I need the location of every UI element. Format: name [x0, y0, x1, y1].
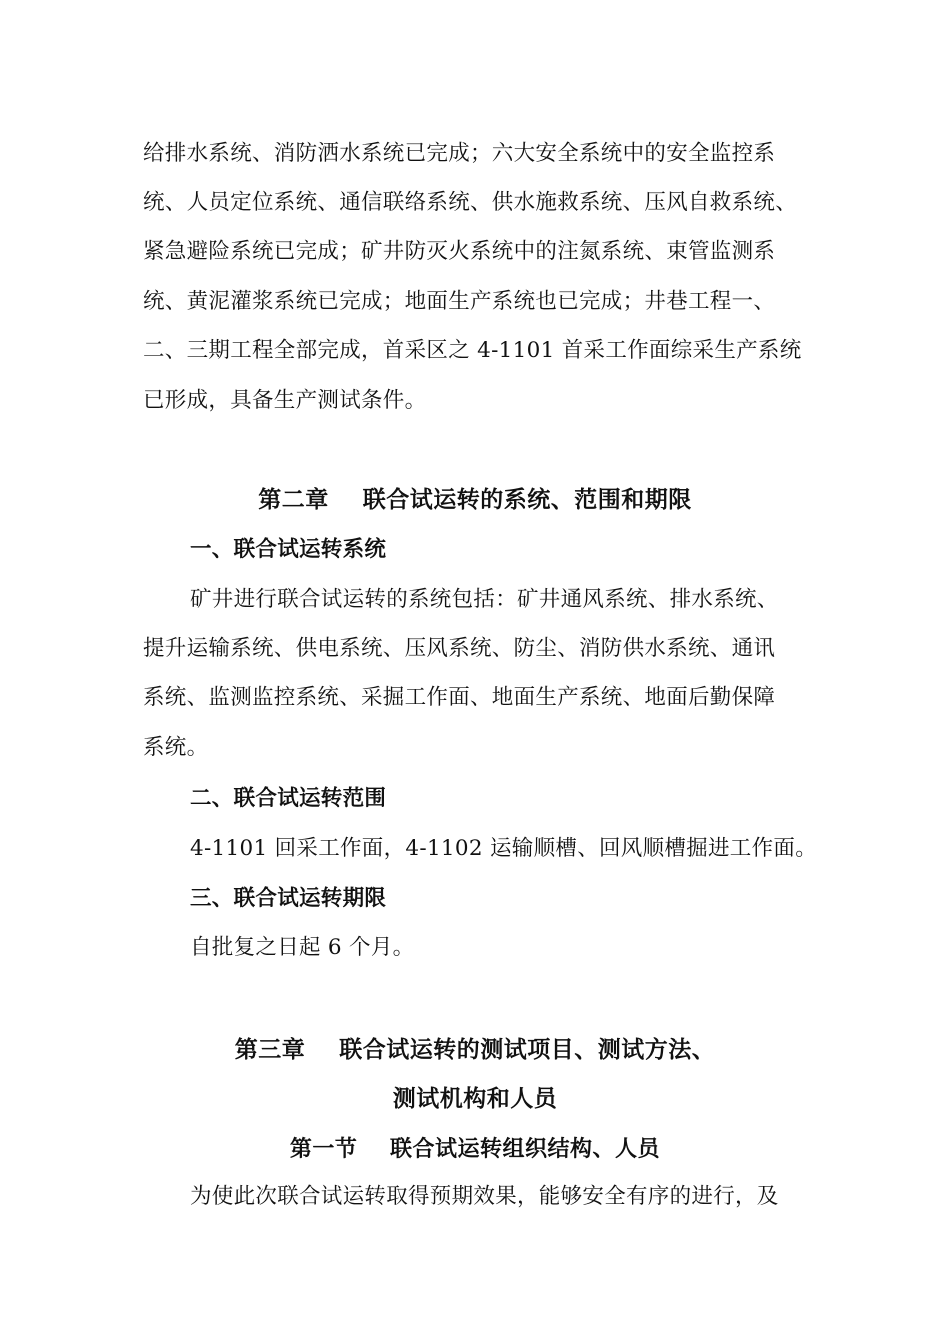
intro-line-1: 给排水系统、消防洒水系统已完成；六大安全系统中的安全监控系 [143, 141, 776, 166]
section-2-heading: 二、联合试运转范围 [190, 786, 387, 811]
section-3-text: 自批复之日起 6 个月。 [190, 935, 415, 960]
chapter-3-paragraph-line-1: 为使此次联合试运转取得预期效果，能够安全有序的进行，及 [190, 1184, 779, 1209]
intro-line-2: 统、人员定位系统、通信联络系统、供水施救系统、压风自救系统、 [143, 190, 798, 215]
intro-line-3: 紧急避险系统已完成；矿井防灭火系统中的注氮系统、束管监测系 [143, 239, 776, 264]
chapter-3-title-line-1: 第三章 联合试运转的测试项目、测试方法、 [234, 1036, 716, 1063]
section-1-heading: 一、联合试运转系统 [190, 537, 387, 562]
section-1-line-3: 系统、监测监控系统、采掘工作面、地面生产系统、地面后勤保障 [143, 685, 776, 710]
section-1-line-1: 矿井进行联合试运转的系统包括：矿井通风系统、排水系统、 [190, 587, 779, 612]
section-1-line-2: 提升运输系统、供电系统、压风系统、防尘、消防供水系统、通讯 [143, 636, 776, 661]
section-2-text: 4-1101 回采工作面，4-1102 运输顺槽、回风顺槽掘进工作面。 [190, 836, 817, 861]
intro-line-5: 二、三期工程全部完成，首采区之 4-1101 首采工作面综采生产系统 [143, 338, 802, 363]
section-3-heading: 三、联合试运转期限 [190, 886, 387, 911]
chapter-3-section-1-title: 第一节 联合试运转组织结构、人员 [289, 1136, 661, 1162]
section-1-line-4: 系统。 [143, 735, 209, 760]
chapter-3-title-line-2: 测试机构和人员 [392, 1085, 558, 1112]
intro-line-4: 统、黄泥灌浆系统已完成；地面生产系统也已完成；井巷工程一、 [143, 289, 776, 314]
chapter-2-title: 第二章 联合试运转的系统、范围和期限 [258, 486, 692, 513]
intro-line-6: 已形成，具备生产测试条件。 [143, 388, 427, 413]
